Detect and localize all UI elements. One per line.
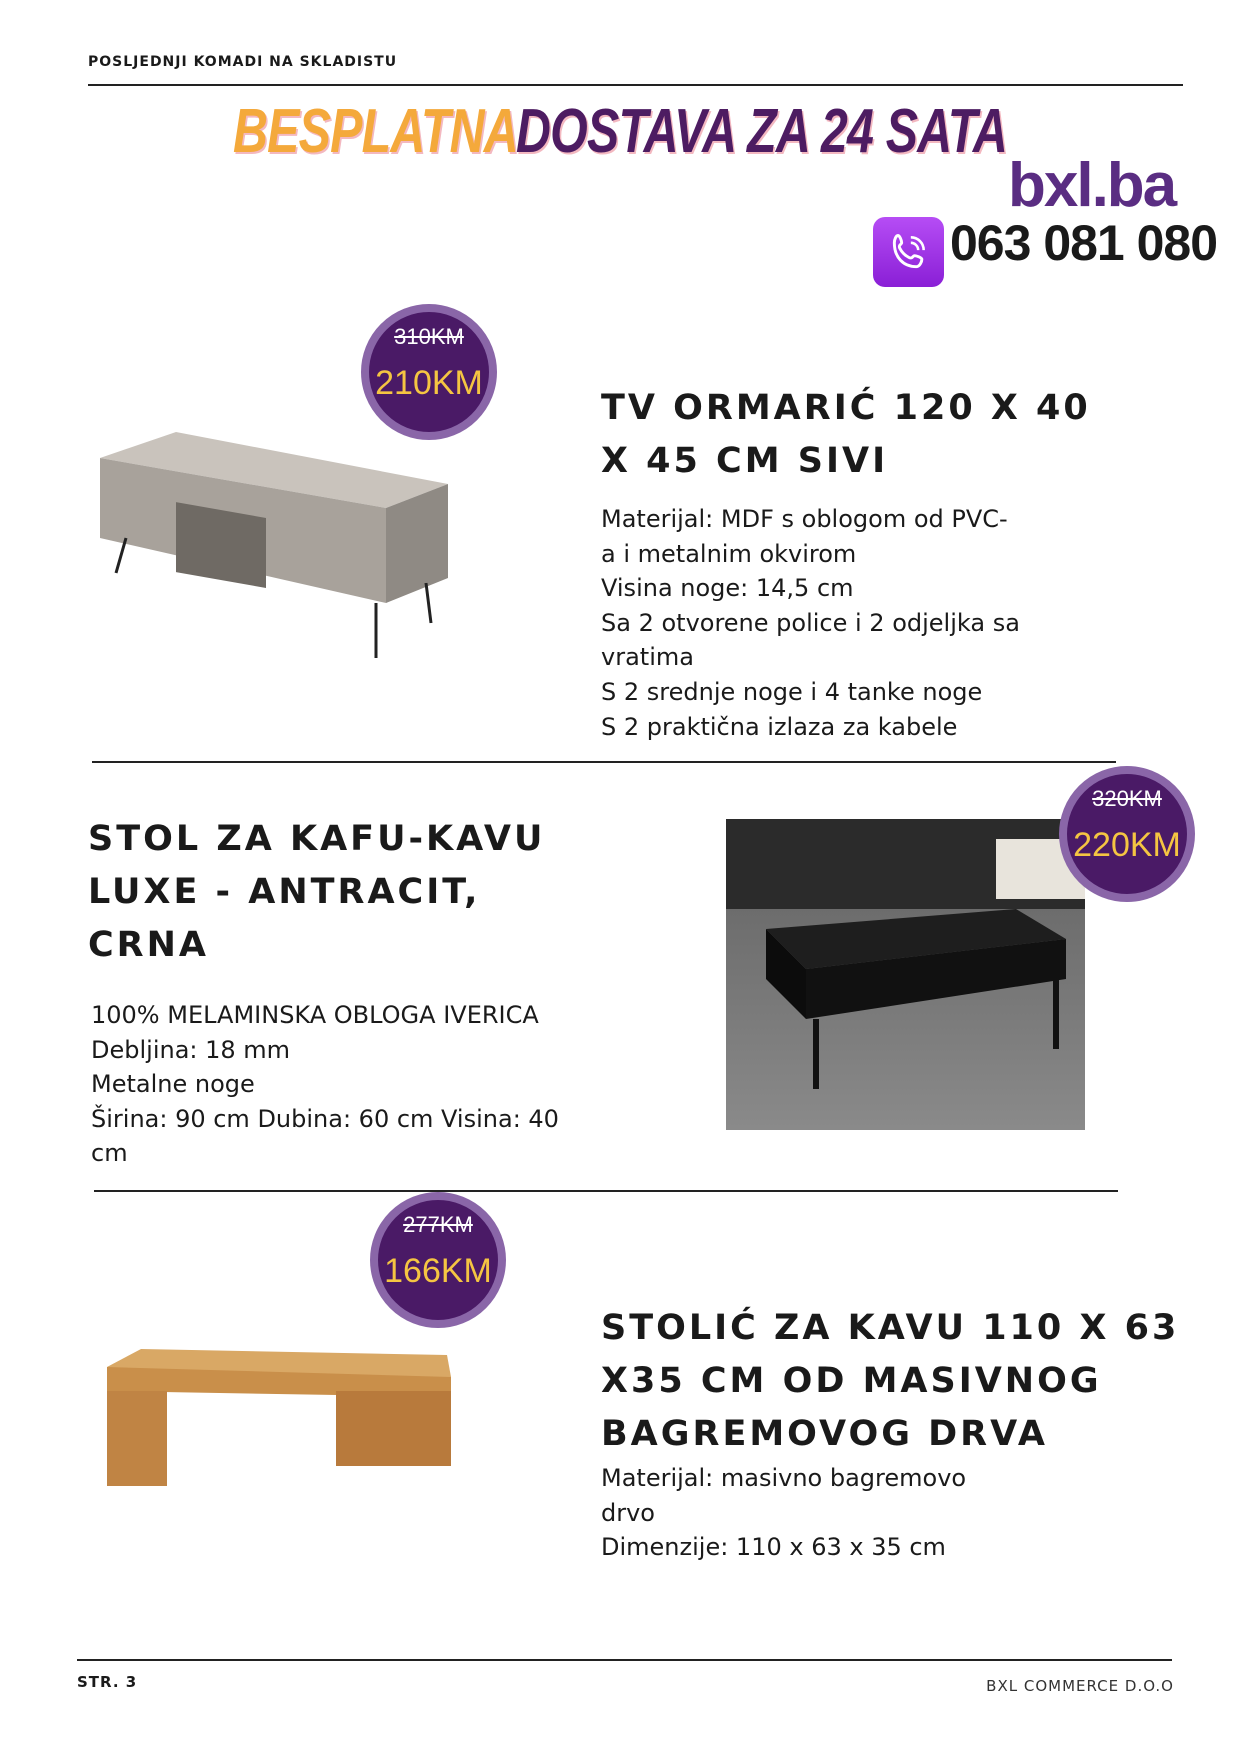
acacia-table-image bbox=[101, 1347, 453, 1488]
desc-line: Materijal: MDF s oblogom od PVC- bbox=[601, 505, 1008, 533]
desc-line: Materijal: masivno bagremovo bbox=[601, 1464, 967, 1492]
desc-line: cm bbox=[91, 1139, 128, 1168]
title-line: STOL ZA KAFU-KAVU bbox=[88, 819, 546, 859]
page-number: STR. 3 bbox=[77, 1673, 138, 1691]
desc-line: Visina noge: 14,5 cm bbox=[601, 574, 854, 603]
title-line: X35 CM OD MASIVNOG bbox=[601, 1361, 1102, 1401]
title-line: X 45 CM SIVI bbox=[601, 441, 889, 481]
company-name: BXL COMMERCE D.O.O bbox=[986, 1677, 1174, 1695]
price: 166KM bbox=[384, 1252, 492, 1290]
title-line: TV ORMARIĆ 120 X 40 bbox=[601, 388, 1091, 428]
product-title bbox=[88, 813, 545, 972]
phone-number: 063 081 080 bbox=[950, 215, 1218, 271]
price: 220KM bbox=[1073, 826, 1181, 864]
header-label: POSLJEDNJI KOMADI NA SKLADISTU bbox=[88, 54, 398, 70]
banner-delivery: DOSTAVA ZA 24 SATA bbox=[516, 97, 1008, 166]
price-badge bbox=[370, 1192, 506, 1328]
product-description bbox=[601, 1461, 966, 1565]
title-line: STOLIĆ ZA KAVU 110 X 63 bbox=[601, 1308, 1180, 1348]
desc-line: Metalne noge bbox=[91, 1070, 255, 1099]
desc-line: Širina: 90 cm Dubina: 60 cm Visina: 40 bbox=[91, 1104, 559, 1133]
divider bbox=[92, 761, 1116, 763]
banner-free: BESPLATNA bbox=[233, 97, 518, 166]
divider bbox=[94, 1190, 1118, 1192]
desc-line: 100% MELAMINSKA OBLOGA IVERICA bbox=[91, 1001, 539, 1029]
desc-line: a i metalnim okvirom bbox=[601, 539, 857, 568]
old-price: 320KM bbox=[1092, 786, 1162, 811]
old-price: 310KM bbox=[394, 324, 464, 349]
price-badge bbox=[1059, 766, 1195, 902]
brand-logo: bxl.ba bbox=[1008, 151, 1176, 220]
desc-line: Dimenzije: 110 x 63 x 35 cm bbox=[601, 1533, 946, 1562]
title-line: BAGREMOVOG DRVA bbox=[601, 1414, 1048, 1454]
product-title bbox=[601, 1302, 1179, 1461]
desc-line: S 2 praktična izlaza za kabele bbox=[601, 712, 958, 741]
desc-line: drvo bbox=[601, 1498, 655, 1527]
title-line: LUXE - ANTRACIT, bbox=[88, 872, 481, 912]
old-price: 277KM bbox=[403, 1212, 473, 1237]
product-description bbox=[91, 998, 559, 1171]
title-line: CRNA bbox=[88, 925, 210, 965]
desc-line: Sa 2 otvorene police i 2 odjeljka sa bbox=[601, 608, 1020, 637]
tv-cabinet-image bbox=[96, 428, 451, 665]
price-badge bbox=[361, 304, 497, 440]
product-description bbox=[601, 502, 1020, 744]
price: 210KM bbox=[375, 364, 483, 402]
divider bbox=[88, 84, 1183, 86]
footer-divider bbox=[77, 1659, 1172, 1661]
desc-line: Debljina: 18 mm bbox=[91, 1035, 291, 1064]
desc-line: vratima bbox=[601, 643, 694, 672]
desc-line: S 2 srednje noge i 4 tanke noge bbox=[601, 677, 983, 706]
viber-phone-icon bbox=[873, 217, 944, 287]
product-title bbox=[601, 382, 1091, 488]
coffee-table-image bbox=[726, 819, 1085, 1130]
